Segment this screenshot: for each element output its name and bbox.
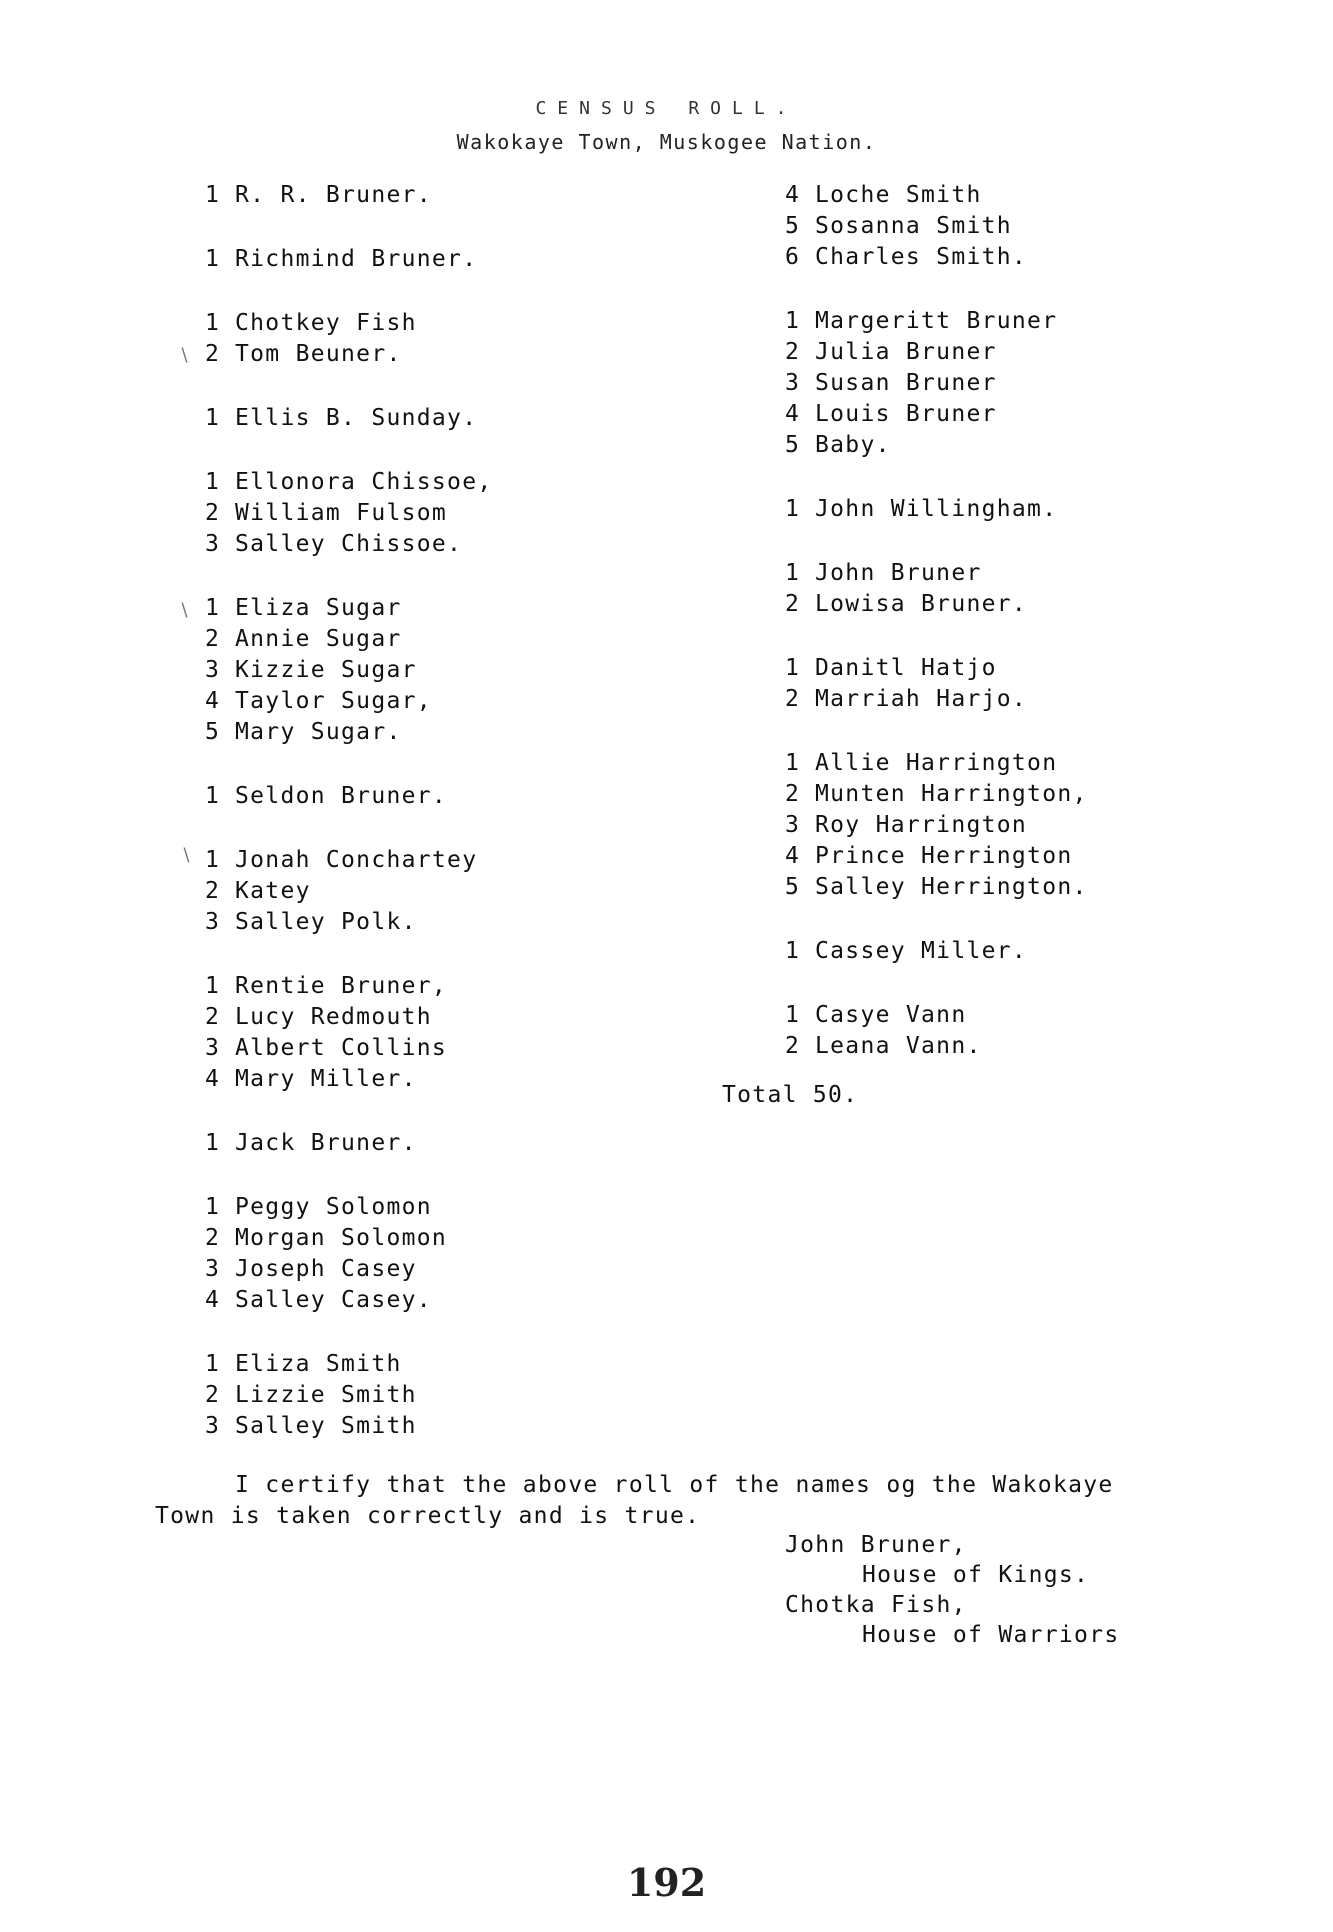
entry-number: 1 (785, 496, 801, 522)
roll-entry (205, 467, 585, 498)
family-group (205, 1192, 585, 1316)
roll-total: Total 50. (722, 1082, 859, 1108)
entry-number: 2 (205, 341, 221, 367)
entry-name: Salley Casey. (235, 1287, 432, 1313)
family-group (785, 558, 1185, 620)
family-group (785, 748, 1185, 903)
entry-name: Taylor Sugar, (235, 688, 432, 714)
family-group (205, 403, 585, 434)
check-mark: ∖ (178, 600, 190, 621)
roll-entry (785, 368, 1185, 399)
roll-entry (205, 244, 585, 275)
entry-name: Rentie Bruner, (235, 973, 448, 999)
roll-entry (785, 211, 1185, 242)
entry-name: Margeritt Bruner (815, 308, 1058, 334)
entry-name: Salley Smith (235, 1413, 417, 1439)
entry-number: 2 (205, 1225, 221, 1251)
signature-name-2: Chotka Fish, (785, 1592, 967, 1618)
roll-entry (785, 399, 1185, 430)
entry-name: Susan Bruner (815, 370, 997, 396)
entry-number: 4 (205, 1287, 221, 1313)
entry-name: Charles Smith. (815, 244, 1028, 270)
entry-number: 5 (785, 432, 801, 458)
family-group (785, 494, 1185, 525)
entry-number: 5 (785, 874, 801, 900)
family-group (205, 467, 585, 560)
family-group (205, 244, 585, 275)
entry-number: 1 (785, 1002, 801, 1028)
entry-name: Katey (235, 878, 311, 904)
entry-number: 2 (785, 339, 801, 365)
roll-entry (205, 308, 585, 339)
entry-name: Loche Smith (815, 182, 982, 208)
entry-number: 1 (205, 469, 221, 495)
family-group (205, 781, 585, 812)
entry-number: 2 (205, 1382, 221, 1408)
family-group (205, 845, 585, 938)
roll-left-column (205, 180, 585, 1475)
entry-number: 1 (785, 560, 801, 586)
entry-name: Louis Bruner (815, 401, 997, 427)
certification-line-1: I certify that the above roll of the names og the Wakokaye (235, 1472, 1114, 1498)
roll-entry (785, 810, 1185, 841)
roll-entry (205, 1128, 585, 1159)
entry-number: 2 (785, 591, 801, 617)
roll-entry (205, 686, 585, 717)
family-group (205, 971, 585, 1095)
entry-number: 3 (205, 1256, 221, 1282)
entry-name: Kizzie Sugar (235, 657, 417, 683)
roll-entry (785, 558, 1185, 589)
entry-number: 1 (205, 783, 221, 809)
roll-entry (205, 1380, 585, 1411)
entry-name: Munten Harrington, (815, 781, 1088, 807)
roll-entry (785, 872, 1185, 903)
entry-number: 3 (785, 370, 801, 396)
roll-entry (205, 339, 585, 370)
entry-number: 2 (205, 1004, 221, 1030)
roll-entry (205, 1254, 585, 1285)
entry-name: Ellis B. Sunday. (235, 405, 478, 431)
roll-entry (205, 907, 585, 938)
entry-name: Danitl Hatjo (815, 655, 997, 681)
roll-right-column (785, 180, 1185, 1095)
entry-name: Roy Harrington (815, 812, 1028, 838)
entry-name: Albert Collins (235, 1035, 448, 1061)
roll-entry (785, 748, 1185, 779)
roll-entry (205, 876, 585, 907)
entry-name: Marriah Harjo. (815, 686, 1028, 712)
roll-entry (785, 180, 1185, 211)
entry-number: 1 (205, 847, 221, 873)
entry-number: 2 (205, 878, 221, 904)
roll-entry (205, 1411, 585, 1442)
roll-entry (205, 1223, 585, 1254)
roll-entry (785, 841, 1185, 872)
roll-entry (785, 242, 1185, 273)
roll-entry (205, 1285, 585, 1316)
roll-entry (205, 593, 585, 624)
entry-number: 5 (785, 213, 801, 239)
entry-number: 4 (205, 1066, 221, 1092)
entry-number: 4 (205, 688, 221, 714)
entry-name: Joseph Casey (235, 1256, 417, 1282)
roll-entry (205, 180, 585, 211)
roll-entry (205, 624, 585, 655)
roll-entry (205, 1002, 585, 1033)
check-mark: ∖ (180, 845, 192, 866)
entry-number: 3 (205, 531, 221, 557)
entry-name: R. R. Bruner. (235, 182, 432, 208)
entry-number: 1 (785, 938, 801, 964)
roll-entry (205, 971, 585, 1002)
entry-name: Salley Polk. (235, 909, 417, 935)
entry-name: Baby. (815, 432, 891, 458)
entry-name: Mary Sugar. (235, 719, 402, 745)
entry-number: 1 (205, 310, 221, 336)
roll-entry (205, 1033, 585, 1064)
entry-name: Jack Bruner. (235, 1130, 417, 1156)
entry-number: 4 (785, 182, 801, 208)
entry-name: Salley Herrington. (815, 874, 1088, 900)
entry-name: John Bruner (815, 560, 982, 586)
entry-number: 1 (785, 655, 801, 681)
roll-entry (785, 589, 1185, 620)
entry-number: 3 (205, 1035, 221, 1061)
signature-title-1: House of Kings. (862, 1562, 1090, 1588)
entry-name: Mary Miller. (235, 1066, 417, 1092)
family-group (785, 1000, 1185, 1062)
family-group (785, 653, 1185, 715)
entry-name: Allie Harrington (815, 750, 1058, 776)
document-subtitle: Wakokaye Town, Muskogee Nation. (456, 130, 877, 154)
entry-number: 1 (205, 246, 221, 272)
roll-entry (785, 936, 1185, 967)
entry-number: 1 (205, 595, 221, 621)
family-group (205, 180, 585, 211)
family-group (785, 180, 1185, 273)
roll-entry (205, 403, 585, 434)
signature-title-2: House of Warriors (862, 1622, 1120, 1648)
entry-name: William Fulsom (235, 500, 448, 526)
page-number: 192 (626, 1860, 707, 1905)
entry-name: Richmind Bruner. (235, 246, 478, 272)
roll-entry (205, 781, 585, 812)
entry-number: 4 (785, 843, 801, 869)
entry-number: 3 (205, 657, 221, 683)
roll-entry (785, 430, 1185, 461)
entry-name: Julia Bruner (815, 339, 997, 365)
roll-entry (205, 717, 585, 748)
family-group (205, 1128, 585, 1159)
entry-number: 1 (205, 405, 221, 431)
entry-name: Tom Beuner. (235, 341, 402, 367)
entry-name: Chotkey Fish (235, 310, 417, 336)
certification-line-2: Town is taken correctly and is true. (155, 1503, 701, 1529)
entry-name: Lucy Redmouth (235, 1004, 432, 1030)
family-group (205, 593, 585, 748)
roll-entry (785, 653, 1185, 684)
entry-number: 5 (205, 719, 221, 745)
family-group (205, 1349, 585, 1442)
entry-number: 2 (205, 626, 221, 652)
entry-name: John Willingham. (815, 496, 1058, 522)
document-title: CENSUS ROLL. (535, 98, 798, 119)
entry-number: 4 (785, 401, 801, 427)
entry-number: 3 (205, 909, 221, 935)
entry-name: Ellonora Chissoe, (235, 469, 493, 495)
entry-number: 6 (785, 244, 801, 270)
entry-number: 1 (205, 973, 221, 999)
entry-name: Leana Vann. (815, 1033, 982, 1059)
family-group (205, 308, 585, 370)
entry-name: Eliza Sugar (235, 595, 402, 621)
entry-name: Eliza Smith (235, 1351, 402, 1377)
entry-name: Lowisa Bruner. (815, 591, 1028, 617)
entry-number: 3 (785, 812, 801, 838)
roll-entry (785, 779, 1185, 810)
roll-entry (785, 306, 1185, 337)
roll-entry (785, 337, 1185, 368)
entry-number: 1 (205, 1130, 221, 1156)
entry-name: Lizzie Smith (235, 1382, 417, 1408)
family-group (785, 936, 1185, 967)
certification-text (155, 1470, 1205, 1532)
roll-entry (205, 1349, 585, 1380)
roll-entry (205, 498, 585, 529)
entry-number: 1 (205, 1351, 221, 1377)
entry-name: Jonah Conchartey (235, 847, 478, 873)
entry-name: Prince Herrington (815, 843, 1073, 869)
entry-name: Cassey Miller. (815, 938, 1028, 964)
roll-entry (785, 494, 1185, 525)
entry-name: Morgan Solomon (235, 1225, 448, 1251)
check-mark: ∖ (178, 345, 190, 366)
entry-number: 2 (785, 686, 801, 712)
entry-number: 2 (205, 500, 221, 526)
signature-name-1: John Bruner, (785, 1532, 967, 1558)
roll-entry (785, 684, 1185, 715)
entry-number: 1 (785, 308, 801, 334)
entry-number: 2 (785, 1033, 801, 1059)
entry-name: Peggy Solomon (235, 1194, 432, 1220)
entry-number: 3 (205, 1413, 221, 1439)
roll-entry (205, 655, 585, 686)
family-group (785, 306, 1185, 461)
roll-entry (205, 845, 585, 876)
entry-number: 1 (205, 1194, 221, 1220)
entry-name: Annie Sugar (235, 626, 402, 652)
roll-entry (205, 529, 585, 560)
roll-entry (205, 1064, 585, 1095)
roll-entry (785, 1031, 1185, 1062)
entry-number: 1 (785, 750, 801, 776)
entry-number: 1 (205, 182, 221, 208)
roll-entry (205, 1192, 585, 1223)
roll-entry (785, 1000, 1185, 1031)
entry-name: Seldon Bruner. (235, 783, 448, 809)
entry-name: Casye Vann (815, 1002, 967, 1028)
entry-name: Salley Chissoe. (235, 531, 463, 557)
entry-number: 2 (785, 781, 801, 807)
entry-name: Sosanna Smith (815, 213, 1012, 239)
